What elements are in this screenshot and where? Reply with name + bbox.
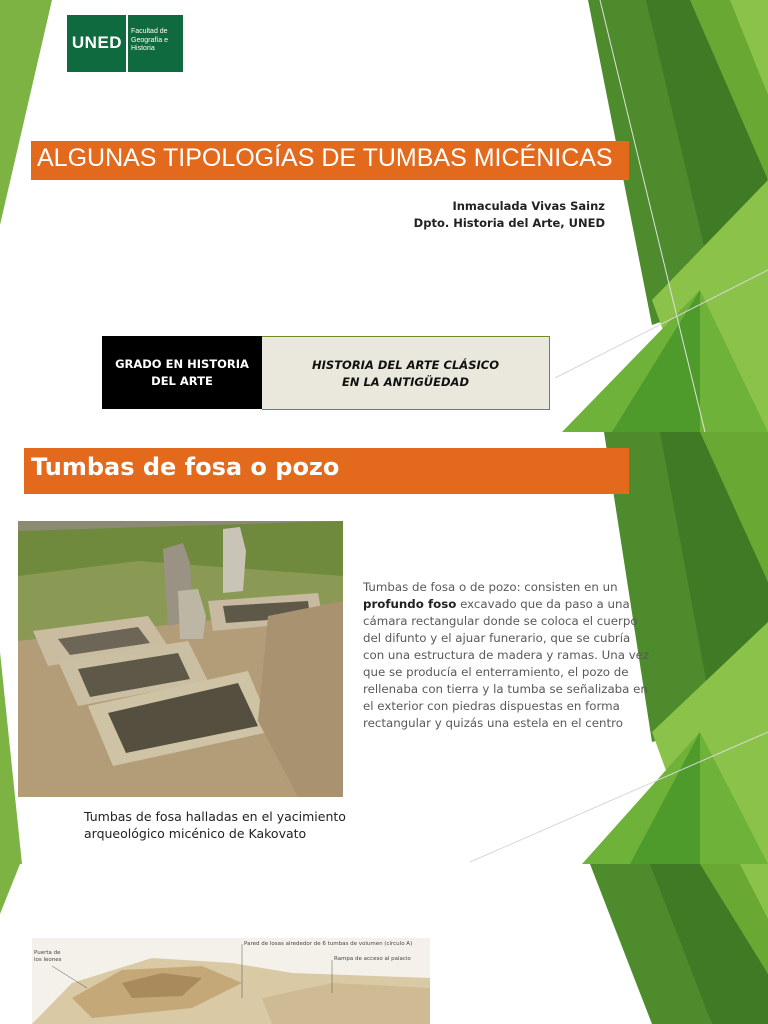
photo-caption: Tumbas de fosa halladas en el yacimiento arqueológico micénico de Kakovato (84, 809, 346, 841)
author-block (300, 198, 605, 232)
author-name: Inmaculada Vivas Sainz (452, 199, 605, 213)
degree-line-1: GRADO EN HISTORIA (115, 357, 249, 371)
diagram-label-ramp: Rampa de acceso al palacio (334, 956, 411, 962)
degree-line-2: DEL ARTE (151, 374, 213, 388)
slide-title-banner (24, 448, 629, 494)
slide-title (0, 0, 768, 432)
slide-tumbas-fosa (0, 432, 768, 864)
diagram-label-circle: Pared de losas alrededor de 6 tumbas de volumen (círculo A) (244, 941, 413, 947)
mycenae-diagram (32, 938, 430, 1024)
uned-logo (67, 15, 183, 72)
faculty-name: Facultad de Geografía e Historia (131, 28, 168, 52)
presentation-title: ALGUNAS TIPOLOGÍAS DE TUMBAS MICÉNICAS (37, 144, 613, 172)
uned-wordmark: UNED (71, 33, 123, 52)
logo-separator (126, 15, 128, 72)
title-banner (31, 141, 629, 180)
body-rest: excavado que da paso a una cámara rectangular donde se coloca el cuerpo del difunto y el ajuar funerario, que se cubría con una estructura de madera y ramas. Una vez que se producía el enterramiento, el pozo de rellenaba con tierra y la tumba se señalizaba en el exterior con piedras dispuestas en forma rectangular y quizás una estela en el centro (363, 597, 650, 730)
body-emphasis: profundo foso (363, 597, 457, 611)
slide-diagram (0, 864, 768, 1024)
degree-box (102, 336, 262, 409)
course-line-2: EN LA ANTIGÜEDAD (342, 375, 469, 389)
kakovato-tombs-photo (18, 521, 343, 797)
diagram-label-gate: Puerta de los leones (34, 950, 62, 963)
course-line-1: HISTORIA DEL ARTE CLÁSICO (312, 358, 499, 372)
body-intro: Tumbas de fosa o de pozo: consisten en un (363, 580, 618, 594)
slide-title: Tumbas de fosa o pozo (31, 453, 340, 481)
course-box (262, 336, 550, 410)
body-paragraph (363, 579, 683, 732)
department-name: Dpto. Historia del Arte, UNED (413, 216, 605, 230)
